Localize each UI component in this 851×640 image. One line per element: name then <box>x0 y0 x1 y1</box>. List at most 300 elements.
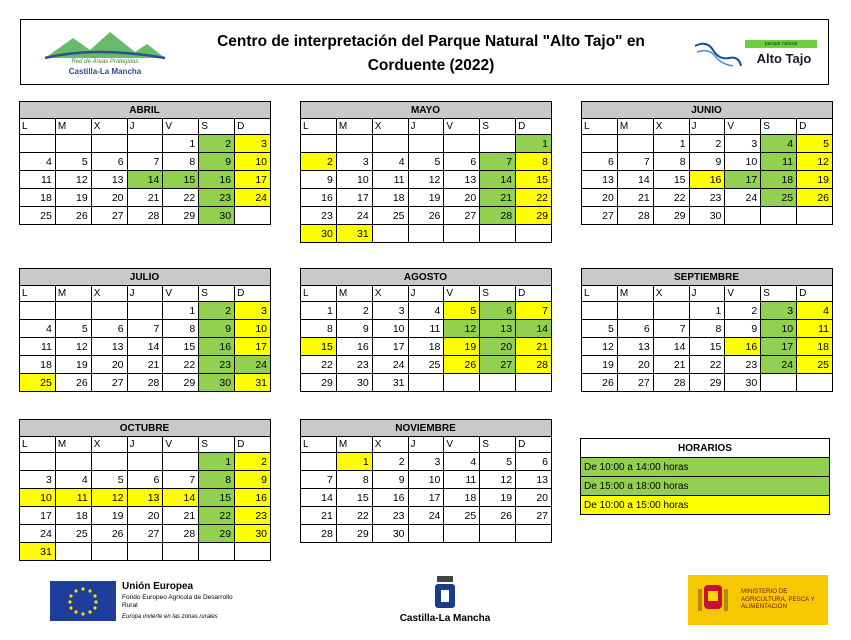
day-cell <box>444 374 480 392</box>
day-cell: 7 <box>480 153 516 171</box>
day-of-week-header: L <box>20 437 56 453</box>
day-of-week-header: X <box>91 119 127 135</box>
day-cell: 26 <box>55 374 91 392</box>
day-of-week-header: M <box>55 119 91 135</box>
day-cell: 31 <box>336 225 372 243</box>
day-cell: 26 <box>582 374 618 392</box>
day-cell: 25 <box>372 207 408 225</box>
week-row <box>582 171 833 189</box>
day-cell: 14 <box>127 171 163 189</box>
month-name: MAYO <box>301 102 552 119</box>
day-cell: 16 <box>689 171 725 189</box>
day-of-week-header: S <box>199 437 235 453</box>
day-cell <box>20 302 56 320</box>
week-row <box>582 374 833 392</box>
day-of-week-header: V <box>163 119 199 135</box>
day-cell: 2 <box>235 453 271 471</box>
logo-region-name: Castilla-La Mancha <box>68 67 142 76</box>
day-of-week-header: D <box>235 119 271 135</box>
day-cell: 18 <box>444 489 480 507</box>
day-of-week-header: L <box>301 286 337 302</box>
day-cell: 5 <box>91 471 127 489</box>
day-cell <box>725 207 761 225</box>
day-of-week-header: X <box>372 119 408 135</box>
day-cell: 18 <box>797 338 833 356</box>
day-cell: 18 <box>20 356 56 374</box>
day-cell: 5 <box>582 320 618 338</box>
day-cell: 26 <box>797 189 833 207</box>
eu-flag-icon <box>50 581 116 621</box>
day-cell: 15 <box>516 171 552 189</box>
week-row <box>20 171 271 189</box>
day-cell: 26 <box>55 207 91 225</box>
day-cell <box>91 453 127 471</box>
day-cell: 1 <box>163 135 199 153</box>
day-cell: 22 <box>653 189 689 207</box>
day-cell: 9 <box>725 320 761 338</box>
day-cell: 1 <box>516 135 552 153</box>
day-cell: 11 <box>444 471 480 489</box>
day-of-week-header: L <box>20 119 56 135</box>
day-cell: 1 <box>301 302 337 320</box>
day-cell: 14 <box>301 489 337 507</box>
week-row <box>301 207 552 225</box>
day-cell: 14 <box>516 320 552 338</box>
day-cell: 8 <box>689 320 725 338</box>
day-cell: 23 <box>336 356 372 374</box>
day-cell: 24 <box>408 507 444 525</box>
horarios-legend <box>580 438 830 515</box>
day-of-week-header: V <box>444 119 480 135</box>
day-cell: 11 <box>55 489 91 507</box>
day-cell: 6 <box>480 302 516 320</box>
day-of-week-header: J <box>408 119 444 135</box>
logo-alto-tag: parque natural <box>745 40 817 48</box>
day-of-week-header: S <box>199 119 235 135</box>
day-cell: 16 <box>235 489 271 507</box>
day-cell: 25 <box>797 356 833 374</box>
day-of-week-header: D <box>516 119 552 135</box>
day-cell: 19 <box>91 507 127 525</box>
day-of-week-header: X <box>91 286 127 302</box>
day-cell: 21 <box>516 338 552 356</box>
day-cell: 3 <box>336 153 372 171</box>
day-cell: 8 <box>653 153 689 171</box>
day-cell: 7 <box>516 302 552 320</box>
day-cell: 5 <box>408 153 444 171</box>
day-cell: 29 <box>301 374 337 392</box>
day-cell: 9 <box>199 320 235 338</box>
month-calendar-julio <box>19 268 271 392</box>
day-cell: 6 <box>617 320 653 338</box>
day-cell <box>301 135 337 153</box>
day-cell: 4 <box>55 471 91 489</box>
day-cell <box>516 225 552 243</box>
day-cell <box>408 135 444 153</box>
horario-row: De 10:00 a 14:00 horas <box>581 458 830 477</box>
day-cell: 5 <box>444 302 480 320</box>
day-cell <box>480 225 516 243</box>
day-cell: 7 <box>301 471 337 489</box>
day-cell <box>516 525 552 543</box>
clm-name: Castilla-La Mancha <box>399 613 491 624</box>
day-cell: 6 <box>127 471 163 489</box>
week-row <box>20 471 271 489</box>
day-cell <box>516 374 552 392</box>
day-cell: 22 <box>199 507 235 525</box>
day-cell: 29 <box>163 374 199 392</box>
day-cell <box>582 135 618 153</box>
day-of-week-header: V <box>444 437 480 453</box>
day-cell <box>653 302 689 320</box>
day-cell: 6 <box>91 320 127 338</box>
week-row <box>301 507 552 525</box>
day-cell: 13 <box>91 338 127 356</box>
day-cell: 22 <box>689 356 725 374</box>
day-cell: 7 <box>617 153 653 171</box>
day-cell: 4 <box>20 320 56 338</box>
day-cell: 23 <box>689 189 725 207</box>
day-cell: 12 <box>55 338 91 356</box>
day-cell: 4 <box>372 153 408 171</box>
day-cell: 5 <box>55 320 91 338</box>
day-cell: 27 <box>91 207 127 225</box>
day-cell: 11 <box>797 320 833 338</box>
day-cell: 28 <box>617 207 653 225</box>
day-cell: 21 <box>301 507 337 525</box>
week-row <box>301 356 552 374</box>
day-of-week-header: V <box>163 286 199 302</box>
day-cell: 19 <box>480 489 516 507</box>
day-of-week-header: L <box>301 437 337 453</box>
day-cell: 30 <box>372 525 408 543</box>
day-cell: 16 <box>199 171 235 189</box>
day-of-week-header: X <box>653 286 689 302</box>
day-cell: 19 <box>55 356 91 374</box>
day-cell: 14 <box>127 338 163 356</box>
week-row <box>582 135 833 153</box>
day-cell: 30 <box>301 225 337 243</box>
week-row <box>582 338 833 356</box>
day-cell: 22 <box>163 356 199 374</box>
day-cell: 9 <box>301 171 337 189</box>
day-of-week-header: J <box>408 437 444 453</box>
day-cell: 13 <box>127 489 163 507</box>
week-row <box>20 320 271 338</box>
day-cell <box>617 302 653 320</box>
month-calendar-agosto <box>300 268 552 392</box>
day-cell: 27 <box>91 374 127 392</box>
day-cell <box>336 135 372 153</box>
day-cell: 4 <box>408 302 444 320</box>
horario-row: De 10:00 a 15:00 horas <box>581 496 830 515</box>
day-cell <box>480 135 516 153</box>
day-cell: 2 <box>336 302 372 320</box>
day-cell: 21 <box>163 507 199 525</box>
day-of-week-header: D <box>516 437 552 453</box>
day-of-week-header: L <box>582 119 618 135</box>
week-row <box>20 453 271 471</box>
eu-fund-name: Fondo Europeo Agrícola de Desarrollo Rural <box>122 594 233 609</box>
day-of-week-header: X <box>653 119 689 135</box>
day-cell: 27 <box>127 525 163 543</box>
day-cell: 12 <box>582 338 618 356</box>
day-cell: 30 <box>725 374 761 392</box>
week-row <box>582 302 833 320</box>
day-cell: 10 <box>235 153 271 171</box>
month-calendar-noviembre <box>300 419 552 543</box>
week-row <box>20 374 271 392</box>
day-cell: 13 <box>617 338 653 356</box>
day-cell: 16 <box>372 489 408 507</box>
day-cell: 10 <box>235 320 271 338</box>
day-cell: 21 <box>480 189 516 207</box>
day-cell: 11 <box>372 171 408 189</box>
day-cell: 28 <box>127 374 163 392</box>
day-cell: 29 <box>689 374 725 392</box>
week-row <box>20 507 271 525</box>
day-of-week-header: D <box>516 286 552 302</box>
day-cell <box>163 453 199 471</box>
ministry-logo <box>688 575 828 625</box>
eu-motto: Europa invierte en las zonas rurales <box>122 614 218 620</box>
day-cell: 28 <box>480 207 516 225</box>
day-cell: 29 <box>199 525 235 543</box>
day-cell: 31 <box>372 374 408 392</box>
week-row <box>582 320 833 338</box>
day-cell: 9 <box>689 153 725 171</box>
day-cell: 1 <box>336 453 372 471</box>
day-cell: 15 <box>653 171 689 189</box>
day-cell: 18 <box>55 507 91 525</box>
day-cell: 5 <box>797 135 833 153</box>
day-cell: 6 <box>582 153 618 171</box>
red-areas-protegidas-logo <box>35 28 175 80</box>
week-row <box>301 135 552 153</box>
day-cell: 9 <box>235 471 271 489</box>
horario-row: De 15:00 a 18:00 horas <box>581 477 830 496</box>
day-cell <box>55 453 91 471</box>
week-row <box>582 153 833 171</box>
day-of-week-header: M <box>336 286 372 302</box>
week-row <box>301 525 552 543</box>
day-cell: 20 <box>582 189 618 207</box>
week-row <box>301 453 552 471</box>
day-cell: 14 <box>653 338 689 356</box>
day-cell <box>127 543 163 561</box>
day-cell: 10 <box>336 171 372 189</box>
day-cell: 21 <box>127 189 163 207</box>
day-cell: 5 <box>480 453 516 471</box>
day-cell: 12 <box>55 171 91 189</box>
day-cell: 17 <box>336 189 372 207</box>
day-cell: 8 <box>163 153 199 171</box>
day-cell: 16 <box>199 338 235 356</box>
day-cell: 29 <box>653 207 689 225</box>
day-cell: 13 <box>582 171 618 189</box>
day-cell: 23 <box>725 356 761 374</box>
day-of-week-header: J <box>127 437 163 453</box>
day-cell: 28 <box>301 525 337 543</box>
week-row <box>20 189 271 207</box>
day-cell: 4 <box>797 302 833 320</box>
day-cell: 31 <box>235 374 271 392</box>
day-cell: 28 <box>516 356 552 374</box>
day-cell: 8 <box>301 320 337 338</box>
day-cell: 28 <box>163 525 199 543</box>
month-calendar-septiembre <box>581 268 833 392</box>
day-cell <box>235 543 271 561</box>
day-cell: 3 <box>408 453 444 471</box>
day-cell <box>372 135 408 153</box>
month-calendar-mayo <box>300 101 552 243</box>
day-cell: 15 <box>199 489 235 507</box>
day-cell: 13 <box>480 320 516 338</box>
day-cell: 22 <box>301 356 337 374</box>
day-cell: 9 <box>199 153 235 171</box>
day-cell <box>444 135 480 153</box>
week-row <box>301 471 552 489</box>
day-cell: 15 <box>689 338 725 356</box>
castilla-la-mancha-logo <box>395 574 495 632</box>
day-of-week-header: M <box>336 437 372 453</box>
day-cell: 4 <box>761 135 797 153</box>
day-cell <box>235 207 271 225</box>
week-row <box>301 171 552 189</box>
day-cell: 15 <box>163 171 199 189</box>
day-cell: 12 <box>797 153 833 171</box>
day-cell: 3 <box>235 302 271 320</box>
logo-alto-name: Alto Tajo <box>756 51 812 66</box>
day-cell: 23 <box>372 507 408 525</box>
day-cell: 15 <box>163 338 199 356</box>
day-cell: 13 <box>444 171 480 189</box>
day-of-week-header: D <box>797 286 833 302</box>
day-cell <box>582 302 618 320</box>
day-cell: 31 <box>20 543 56 561</box>
day-of-week-header: M <box>55 286 91 302</box>
day-cell: 12 <box>91 489 127 507</box>
day-cell: 30 <box>336 374 372 392</box>
day-of-week-header: D <box>797 119 833 135</box>
day-of-week-header: X <box>91 437 127 453</box>
month-calendar-junio <box>581 101 833 225</box>
day-cell: 15 <box>336 489 372 507</box>
day-of-week-header: L <box>20 286 56 302</box>
day-cell: 7 <box>127 320 163 338</box>
day-cell: 22 <box>516 189 552 207</box>
week-row <box>20 489 271 507</box>
day-cell: 19 <box>408 189 444 207</box>
day-cell: 17 <box>235 171 271 189</box>
day-cell: 24 <box>336 207 372 225</box>
week-row <box>582 189 833 207</box>
spain-coat-of-arms-icon <box>694 581 732 619</box>
day-cell: 4 <box>20 153 56 171</box>
day-of-week-header: L <box>301 119 337 135</box>
day-cell: 21 <box>653 356 689 374</box>
day-cell: 18 <box>761 171 797 189</box>
day-cell: 10 <box>761 320 797 338</box>
day-cell: 16 <box>301 189 337 207</box>
day-cell <box>444 225 480 243</box>
week-row <box>301 153 552 171</box>
day-cell: 10 <box>372 320 408 338</box>
day-cell: 26 <box>91 525 127 543</box>
day-cell <box>55 543 91 561</box>
day-cell: 13 <box>91 171 127 189</box>
day-cell: 17 <box>761 338 797 356</box>
day-cell <box>408 374 444 392</box>
month-calendar-abril <box>19 101 271 225</box>
day-cell: 17 <box>20 507 56 525</box>
day-cell: 18 <box>372 189 408 207</box>
day-cell: 11 <box>20 338 56 356</box>
day-cell <box>199 543 235 561</box>
day-cell: 8 <box>336 471 372 489</box>
day-cell: 2 <box>372 453 408 471</box>
day-cell: 17 <box>408 489 444 507</box>
day-cell: 16 <box>336 338 372 356</box>
day-cell: 25 <box>20 207 56 225</box>
day-cell: 23 <box>235 507 271 525</box>
day-cell <box>761 207 797 225</box>
day-cell: 21 <box>617 189 653 207</box>
day-cell: 2 <box>301 153 337 171</box>
day-cell: 18 <box>20 189 56 207</box>
day-cell: 18 <box>408 338 444 356</box>
day-of-week-header: J <box>127 286 163 302</box>
day-cell: 12 <box>444 320 480 338</box>
day-cell: 23 <box>301 207 337 225</box>
month-name: AGOSTO <box>301 269 552 286</box>
day-cell <box>480 525 516 543</box>
day-cell <box>408 225 444 243</box>
day-cell: 1 <box>653 135 689 153</box>
day-of-week-header: M <box>617 286 653 302</box>
day-cell: 9 <box>336 320 372 338</box>
week-row <box>582 356 833 374</box>
day-of-week-header: D <box>235 437 271 453</box>
day-cell: 3 <box>761 302 797 320</box>
day-cell: 24 <box>20 525 56 543</box>
week-row <box>20 356 271 374</box>
week-row <box>20 302 271 320</box>
day-cell: 8 <box>199 471 235 489</box>
day-of-week-header: J <box>127 119 163 135</box>
day-cell: 2 <box>199 302 235 320</box>
day-of-week-header: X <box>372 286 408 302</box>
day-cell: 23 <box>199 189 235 207</box>
day-cell: 16 <box>725 338 761 356</box>
day-cell <box>761 374 797 392</box>
month-name: JUNIO <box>582 102 833 119</box>
eu-title: Unión Europea <box>122 581 194 592</box>
day-cell <box>91 543 127 561</box>
day-cell: 26 <box>408 207 444 225</box>
header <box>20 19 829 85</box>
day-cell <box>127 302 163 320</box>
day-cell: 9 <box>372 471 408 489</box>
day-cell <box>301 453 337 471</box>
day-cell: 6 <box>444 153 480 171</box>
day-cell: 26 <box>444 356 480 374</box>
day-cell <box>797 374 833 392</box>
day-cell: 23 <box>199 356 235 374</box>
month-name: NOVIEMBRE <box>301 420 552 437</box>
day-cell: 20 <box>91 356 127 374</box>
day-cell <box>480 374 516 392</box>
